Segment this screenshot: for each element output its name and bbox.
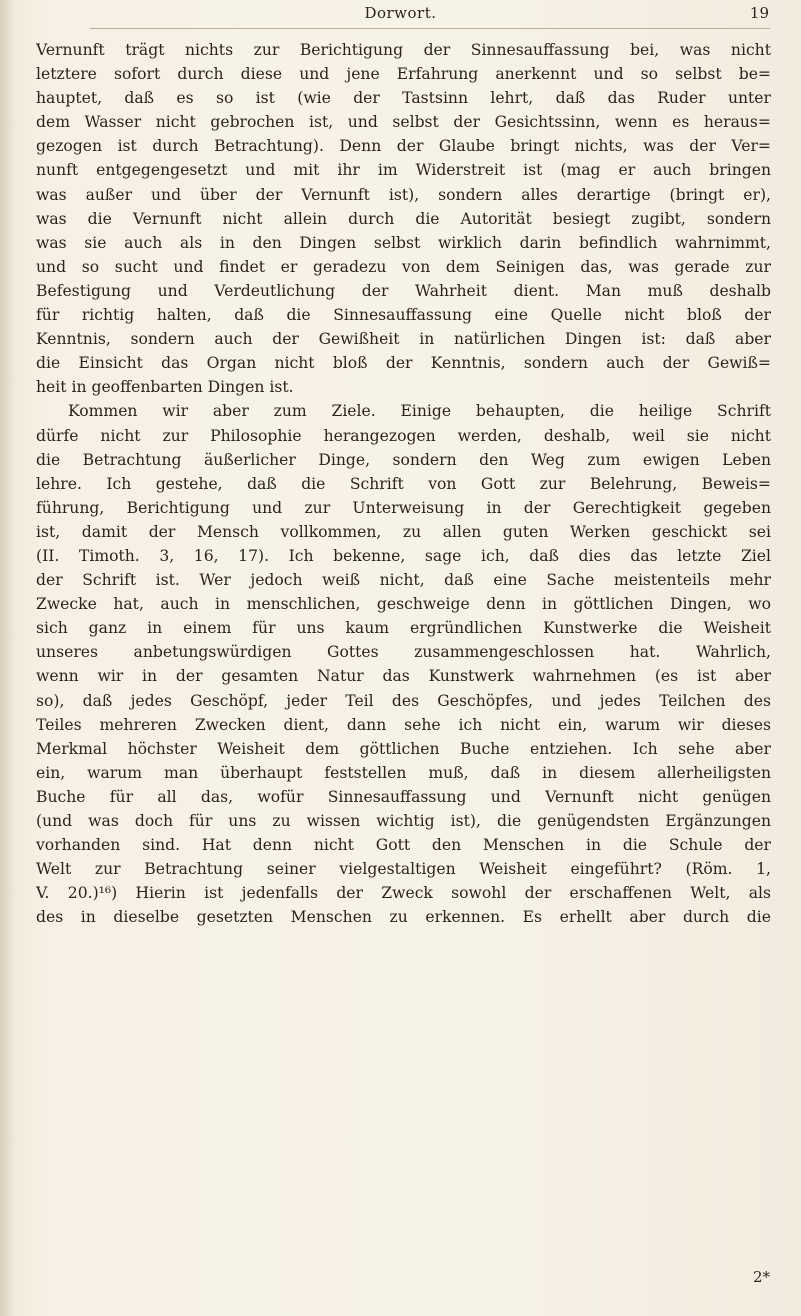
text-line: ein, warum man überhaupt feststellen muß, daß in diesem allerheiligsten xyxy=(36,763,771,782)
text-line: letztere sofort durch diese und jene Erfahrung anerkennt und so selbst be= xyxy=(36,65,771,84)
text-line: sich ganz in einem für uns kaum ergründlichen Kunstwerke die Weisheit xyxy=(36,619,771,638)
text-line: die Einsicht das Organ nicht bloß der Kenntnis, sondern auch der Gewiß= xyxy=(36,354,771,373)
text-line: Kommen wir aber zum Ziele. Einige behaupten, die heilige Schrift xyxy=(68,402,771,421)
text-line: die Betrachtung äußerlicher Dinge, sondern den Weg zum ewigen Leben xyxy=(36,450,771,469)
text-line: heit in geoffenbarten Dingen ist. xyxy=(36,378,294,397)
text-line: V. 20.)¹⁶) Hierin ist jedenfalls der Zweck sowohl der erschaffenen Welt, als xyxy=(36,884,771,903)
text-line: dem Wasser nicht gebrochen ist, und selbst der Gesichtssinn, wenn es heraus= xyxy=(36,113,771,132)
header-rule xyxy=(90,28,770,29)
body-text xyxy=(36,38,771,929)
text-line: was die Vernunft nicht allein durch die Autorität besiegt zugibt, sondern xyxy=(36,209,771,228)
text-line: der Schrift ist. Wer jedoch weiß nicht, daß eine Sache meistenteils mehr xyxy=(36,571,771,590)
text-line: Zwecke hat, auch in menschlichen, geschweige denn in göttlichen Dingen, wo xyxy=(36,595,771,614)
text-line: gezogen ist durch Betrachtung). Denn der Glaube bringt nichts, was der Ver= xyxy=(36,137,771,156)
text-line: für richtig halten, daß die Sinnesauffassung eine Quelle nicht bloß der xyxy=(36,306,771,325)
text-line: was sie auch als in den Dingen selbst wirklich darin befindlich wahrnimmt, xyxy=(36,233,771,252)
text-line: (II. Timoth. 3, 16, 17). Ich bekenne, sage ich, daß dies das letzte Ziel xyxy=(36,546,771,565)
running-title: Dorwort. xyxy=(364,4,437,22)
text-line: lehre. Ich gestehe, daß die Schrift von Gott zur Belehrung, Beweis= xyxy=(36,474,771,493)
text-line: was außer und über der Vernunft ist), sondern alles derartige (bringt er), xyxy=(36,185,771,204)
text-line: unseres anbetungswürdigen Gottes zusammengeschlossen hat. Wahrlich, xyxy=(36,643,771,662)
text-line: nunft entgegengesetzt und mit ihr im Widerstreit ist (mag er auch bringen xyxy=(36,161,771,180)
text-line: Welt zur Betrachtung seiner vielgestaltigen Weisheit eingeführt? (Röm. 1, xyxy=(36,860,771,879)
text-line: Vernunft trägt nichts zur Berichtigung der Sinnesauffassung bei, was nicht xyxy=(36,41,771,59)
text-line: und so sucht und findet er geradezu von dem Seinigen das, was gerade zur xyxy=(36,257,771,276)
text-line: Befestigung und Verdeutlichung der Wahrheit dient. Man muß deshalb xyxy=(36,281,771,300)
text-line: vorhanden sind. Hat denn nicht Gott den Menschen in die Schule der xyxy=(36,836,771,855)
page-number: 19 xyxy=(749,4,769,22)
text-line: wenn wir in der gesamten Natur das Kunstwerk wahrnehmen (es ist aber xyxy=(36,667,771,686)
running-head xyxy=(0,4,801,28)
text-line: Merkmal höchster Weisheit dem göttlichen Buche entziehen. Ich sehe aber xyxy=(36,739,771,758)
text-line: (und was doch für uns zu wissen wichtig ist), die genügendsten Ergänzungen xyxy=(36,812,771,830)
text-line: des in dieselbe gesetzten Menschen zu erkennen. Es erhellt aber durch die xyxy=(36,908,771,927)
page-gutter xyxy=(0,0,14,1316)
text-line: hauptet, daß es so ist (wie der Tastsinn lehrt, daß das Ruder unter xyxy=(36,89,771,108)
text-line: Teiles mehreren Zwecken dient, dann sehe ich nicht ein, warum wir dieses xyxy=(36,715,771,734)
text-line: Buche für all das, wofür Sinnesauffassung und Vernunft nicht genügen xyxy=(36,787,771,806)
text-line: dürfe nicht zur Philosophie herangezogen werden, deshalb, weil sie nicht xyxy=(36,426,771,445)
text-line: führung, Berichtigung und zur Unterweisung in der Gerechtigkeit gegeben xyxy=(36,498,771,517)
text-line: so), daß jedes Geschöpf, jeder Teil des Geschöpfes, und jedes Teilchen des xyxy=(36,691,771,710)
signature-mark: 2* xyxy=(752,1268,770,1286)
text-line: Kenntnis, sondern auch der Gewißheit in natürlichen Dingen ist: daß aber xyxy=(36,330,771,349)
text-line: ist, damit der Mensch vollkommen, zu allen guten Werken geschickt sei xyxy=(36,522,771,541)
